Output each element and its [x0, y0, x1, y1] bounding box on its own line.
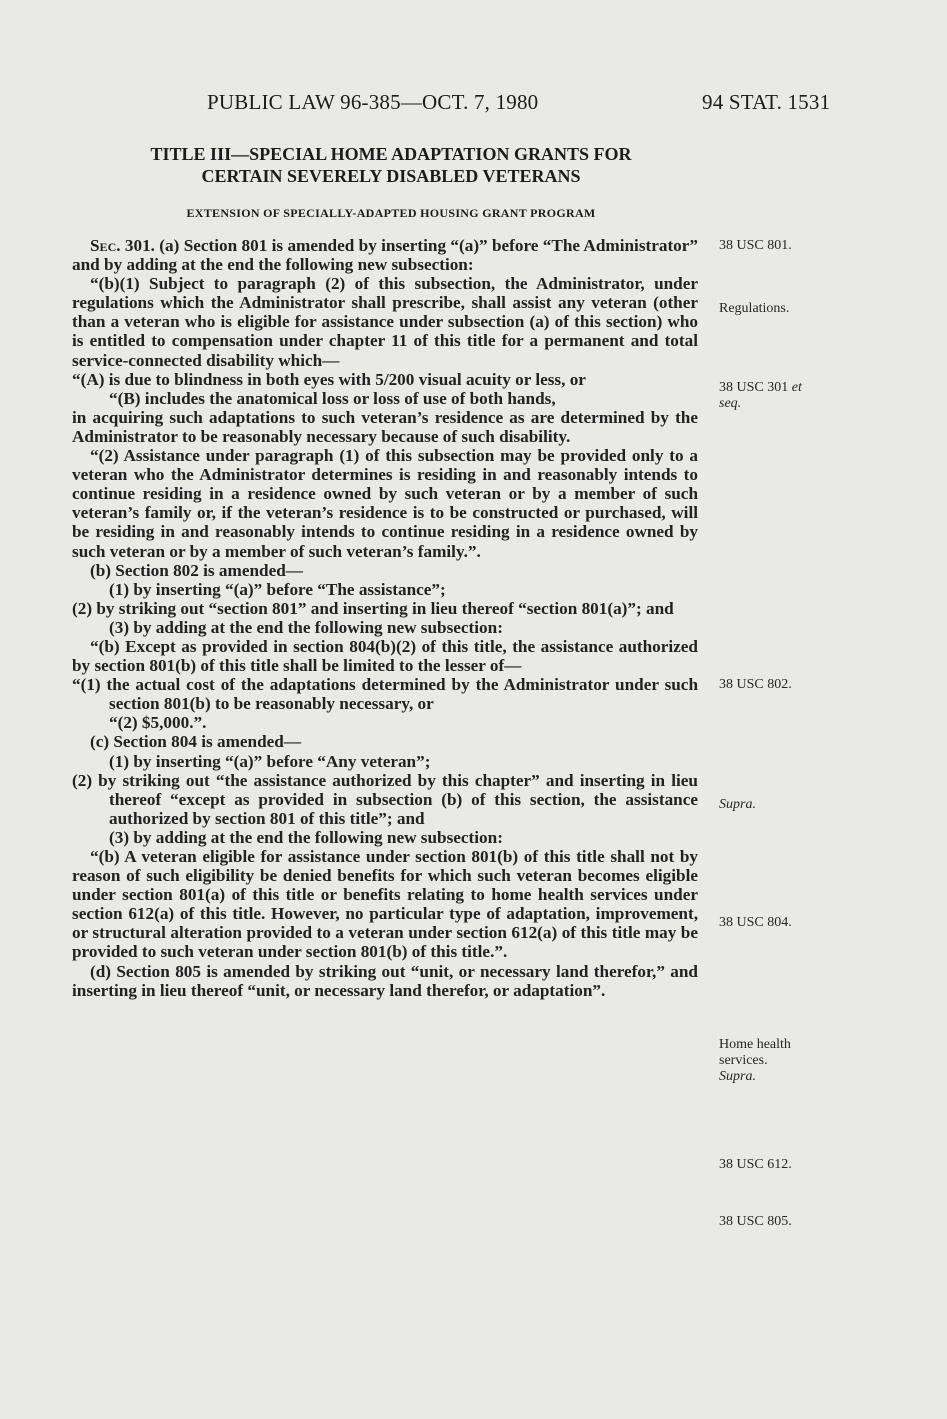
- paragraph: “(b) Except as provided in section 804(b)(2) of this title, the assistance authorized by section 801(b) of this title shall be limited to the lesser of—: [72, 636, 698, 676]
- margin-note-italic: et: [791, 380, 802, 395]
- sec-label: Sec.: [90, 236, 121, 255]
- paragraph: (d) Section 805 is amended by striking out “unit, or necessary land therefor,” and inserting in lieu thereof “unit, or necessary land therefor, or adaptation”.: [72, 961, 698, 1000]
- margin-note-italic: Supra.: [719, 797, 756, 812]
- margin-note: [719, 797, 829, 813]
- title-heading: [70, 143, 712, 187]
- margin-note-italic: Supra.: [719, 1069, 756, 1084]
- paragraph: “(2) $5,000.”.: [109, 713, 207, 733]
- margin-note-italic: seq.: [719, 396, 742, 411]
- body-text: [72, 236, 698, 1000]
- paragraph: (2) by striking out “the assistance authorized by this chapter” and inserting in lieu thereof “except as provided in subsection (b) of this section, the assistance authorized by section 801 of this title”; and: [72, 770, 698, 828]
- paragraph: “(b)(1) Subject to paragraph (2) of this subsection, the Administrator, under regulations which the Administrator shall prescribe, shall assist any veteran (other than a veteran who is eligible for assistance under subsection (a) of this section) who is entitled to compensation under chapter 11 of this title for a permanent and total service-connected disability which—: [72, 274, 698, 370]
- margin-note: 38 USC 805.: [719, 1214, 792, 1229]
- margin-note: 38 USC 804.: [719, 915, 792, 930]
- margin-note-text: services.: [719, 1053, 768, 1068]
- margin-note: 38 USC 802.: [719, 677, 792, 692]
- paragraph: (1) by inserting “(a)” before “The assistance”;: [109, 579, 446, 599]
- paragraph: “(B) includes the anatomical loss or loss of use of both hands,: [109, 388, 556, 408]
- margin-note: [719, 1037, 829, 1085]
- sec-301-text: 301. (a) Section 801 is amended by inserting “(a)” before “The Administrator” and by adding at the end the following new subsection:: [72, 236, 698, 275]
- title-line-2: CERTAIN SEVERELY DISABLED VETERANS: [201, 166, 581, 186]
- running-header-right: 94 STAT. 1531: [702, 90, 831, 114]
- paragraph: (b) Section 802 is amended—: [90, 560, 303, 580]
- paragraph-sec-301: [72, 236, 698, 274]
- paragraph: (c) Section 804 is amended—: [90, 732, 302, 752]
- paragraph: (2) by striking out “section 801” and inserting in lieu thereof “section 801(a)”; and: [72, 598, 674, 618]
- running-header-left: PUBLIC LAW 96-385—OCT. 7, 1980: [207, 90, 539, 114]
- margin-note: [719, 380, 829, 412]
- section-heading: EXTENSION OF SPECIALLY-ADAPTED HOUSING GRANT PROGRAM: [186, 206, 596, 220]
- paragraph: “(1) the actual cost of the adaptations determined by the Administrator under such section 801(b) to be reasonably necessary, or: [72, 675, 698, 714]
- margin-note: 38 USC 612.: [719, 1157, 792, 1172]
- margin-note-text: 38 USC 301: [719, 380, 792, 395]
- margin-note: 38 USC 801.: [719, 238, 792, 253]
- margin-note: Regulations.: [719, 301, 790, 316]
- title-line-1: TITLE III—SPECIAL HOME ADAPTATION GRANTS FOR: [150, 144, 632, 164]
- paragraph: “(b) A veteran eligible for assistance under section 801(b) of this title shall not by reason of such eligibility be denied benefits for which such veteran becomes eligible under section 801(a) of this title or benefits relating to home health services under section 612(a) of this title. However, no particular type of adaptation, improvement, or structural alteration provided to a veteran under section 612(a) of this title may be provided to such veteran under section 801(b) of this title.”.: [72, 847, 698, 962]
- paragraph: “(2) Assistance under paragraph (1) of this subsection may be provided only to a veteran who the Administrator determines is residing in and reasonably intends to continue residing in a residence owned by such veteran or by a member of such veteran’s family or, if the veteran’s residence is to be constructed or purchased, will be residing in and reasonably intends to continue residing in a residence owned by such veteran or by a member of such veteran’s family.”.: [72, 446, 698, 561]
- paragraph: (3) by adding at the end the following new subsection:: [109, 827, 503, 847]
- paragraph: “(A) is due to blindness in both eyes with 5/200 visual acuity or less, or: [72, 369, 586, 389]
- paragraph: in acquiring such adaptations to such veteran’s residence as are determined by the Administrator to be reasonably necessary because of such disability.: [72, 407, 698, 446]
- paragraph: (3) by adding at the end the following new subsection:: [109, 617, 503, 637]
- paragraph: (1) by inserting “(a)” before “Any veteran”;: [109, 751, 431, 771]
- margin-note-text: Home health: [719, 1037, 791, 1052]
